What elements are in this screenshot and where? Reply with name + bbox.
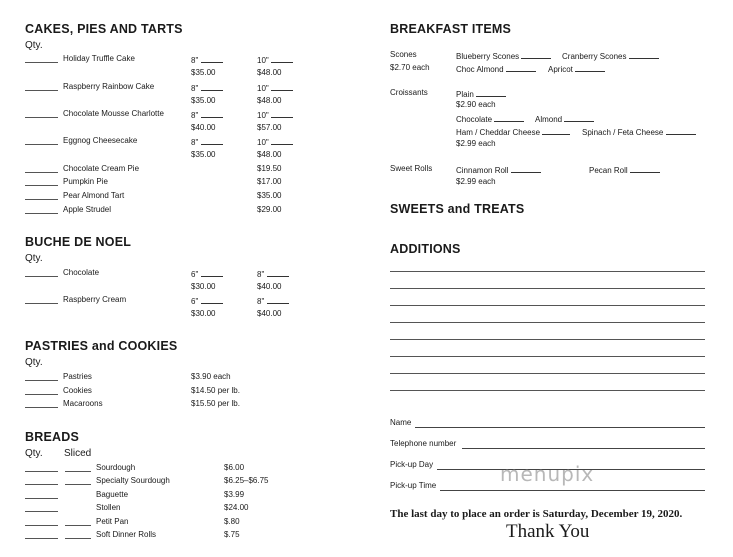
qty-blank[interactable] (201, 82, 223, 91)
qty-blank[interactable] (201, 295, 223, 304)
buche-name: Raspberry Cream (63, 295, 127, 304)
croissants-label: Croissants (390, 88, 428, 97)
size-large[interactable] (257, 109, 293, 120)
price-small: $35.00 (191, 68, 216, 77)
price-small: $30.00 (191, 309, 216, 318)
size-large[interactable] (257, 82, 293, 93)
pastries-qty-label: Qty. (25, 357, 43, 368)
size-label: 10" (257, 56, 269, 65)
pie-name: Pumpkin Pie (63, 177, 108, 186)
price-large: $48.00 (257, 150, 282, 159)
pickup-day-label: Pick-up Day (390, 460, 434, 469)
additions-line[interactable] (390, 356, 705, 357)
bread-price: $6.25–$6.75 (224, 476, 269, 485)
qty-blank[interactable] (201, 54, 223, 63)
qty-blank[interactable] (271, 109, 293, 118)
size-label: 10" (257, 111, 269, 120)
price-small: $35.00 (191, 150, 216, 159)
scone-name: Apricot (548, 65, 573, 74)
phone-field[interactable] (462, 448, 705, 449)
additions-line[interactable] (390, 322, 705, 323)
size-large[interactable] (257, 54, 293, 65)
roll-option[interactable] (589, 164, 660, 175)
breads-qty-label: Qty. (25, 448, 43, 459)
qty-blank[interactable] (25, 117, 58, 118)
pie-name: Apple Strudel (63, 205, 112, 214)
watermark: menupix (500, 462, 595, 486)
size-label: 8" (191, 84, 199, 93)
pie-price: $17.00 (257, 177, 282, 186)
breakfast-heading: BREAKFAST ITEMS (390, 22, 512, 36)
scones-label: Scones (390, 50, 417, 59)
size-small[interactable] (191, 295, 223, 306)
qty-blank[interactable] (25, 380, 58, 381)
pie-price: $19.50 (257, 164, 282, 173)
bread-price: $6.00 (224, 463, 245, 472)
buche-name: Chocolate (63, 268, 100, 277)
sweet-rolls-label: Sweet Rolls (390, 164, 433, 173)
pastries-heading: PASTRIES and COOKIES (25, 339, 178, 353)
pie-price: $35.00 (257, 191, 282, 200)
croissant-option[interactable] (456, 88, 506, 99)
qty-blank[interactable] (521, 50, 551, 59)
price-large: $57.00 (257, 123, 282, 132)
qty-blank[interactable] (25, 498, 58, 499)
cake-name: Raspberry Rainbow Cake (63, 82, 155, 91)
pie-price: $29.00 (257, 205, 282, 214)
qty-blank[interactable] (25, 511, 58, 512)
qty-blank[interactable] (201, 136, 223, 145)
qty-blank[interactable] (65, 525, 91, 526)
bread-name: Sourdough (96, 463, 136, 472)
scone-name: Cranberry Scones (562, 52, 627, 61)
pastry-name: Pastries (63, 372, 92, 381)
size-small[interactable] (191, 268, 223, 279)
buche-heading: BUCHE DE NOEL (25, 235, 132, 249)
pastry-price: $3.90 each (191, 372, 231, 381)
buche-qty-label: Qty. (25, 253, 43, 264)
order-deadline: The last day to place an order is Saturday, December 19, 2020. (390, 508, 683, 520)
additions-line[interactable] (390, 390, 705, 391)
qty-blank[interactable] (25, 484, 58, 485)
croissant-name: Plain (456, 90, 474, 99)
size-label: 8" (257, 270, 265, 279)
cake-name: Chocolate Mousse Charlotte (63, 109, 164, 118)
qty-blank[interactable] (476, 88, 506, 97)
qty-blank[interactable] (271, 82, 293, 91)
roll-name: Cinnamon Roll (456, 166, 509, 175)
thank-you: Thank You (506, 521, 590, 542)
scones-price: $2.70 each (390, 63, 430, 72)
cakes-qty-label: Qty. (25, 40, 43, 51)
bread-price: $.75 (224, 530, 240, 539)
qty-blank[interactable] (25, 394, 58, 395)
croissant-name: Almond (535, 115, 563, 124)
qty-blank[interactable] (25, 199, 58, 200)
size-large[interactable] (257, 268, 289, 279)
qty-blank[interactable] (25, 538, 58, 539)
bread-name: Soft Dinner Rolls (96, 530, 157, 539)
size-small[interactable] (191, 82, 223, 93)
roll-option[interactable] (456, 164, 541, 175)
pastry-name: Macaroons (63, 399, 103, 408)
qty-blank[interactable] (271, 54, 293, 63)
croissant-option[interactable] (456, 126, 570, 137)
croissant-price-plain: $2.90 each (456, 100, 496, 109)
pickup-time-field[interactable] (440, 490, 705, 491)
pie-name: Chocolate Cream Pie (63, 164, 140, 173)
cake-name: Eggnog Cheesecake (63, 136, 138, 145)
pastry-price: $15.50 per lb. (191, 399, 240, 408)
name-field[interactable] (415, 427, 705, 428)
size-small[interactable] (191, 54, 223, 65)
size-large[interactable] (257, 136, 293, 147)
scone-name: Blueberry Scones (456, 52, 520, 61)
qty-blank[interactable] (542, 126, 570, 135)
qty-blank[interactable] (25, 90, 58, 91)
price-small: $30.00 (191, 282, 216, 291)
bread-price: $3.99 (224, 490, 245, 499)
scone-option[interactable] (456, 50, 551, 61)
qty-blank[interactable] (25, 213, 58, 214)
qty-blank[interactable] (65, 484, 91, 485)
qty-blank[interactable] (25, 62, 58, 63)
qty-blank[interactable] (25, 276, 58, 277)
bread-price: $24.00 (224, 503, 249, 512)
qty-blank[interactable] (25, 172, 58, 173)
size-large[interactable] (257, 295, 289, 306)
additions-line[interactable] (390, 339, 705, 340)
size-small[interactable] (191, 109, 223, 120)
additions-heading: ADDITIONS (390, 242, 461, 256)
bread-price: $.80 (224, 517, 240, 526)
name-label: Name (390, 418, 412, 427)
croissant-name: Ham / Cheddar Cheese (456, 128, 541, 137)
scone-option[interactable] (562, 50, 659, 61)
additions-line[interactable] (390, 271, 705, 272)
qty-blank[interactable] (25, 407, 58, 408)
qty-blank[interactable] (65, 538, 91, 539)
pickup-time-label: Pick-up Time (390, 481, 437, 490)
qty-blank[interactable] (494, 113, 524, 122)
bread-name: Baguette (96, 490, 129, 499)
bread-name: Specialty Sourdough (96, 476, 170, 485)
scone-option[interactable] (548, 63, 605, 74)
croissant-option[interactable] (535, 113, 594, 124)
qty-blank[interactable] (25, 144, 58, 145)
qty-blank[interactable] (666, 126, 696, 135)
scone-name: Choc Almond (456, 65, 504, 74)
price-small: $35.00 (191, 96, 216, 105)
price-large: $40.00 (257, 282, 282, 291)
qty-blank[interactable] (201, 268, 223, 277)
additions-line[interactable] (390, 288, 705, 289)
size-label: 8" (191, 111, 199, 120)
pastry-name: Cookies (63, 386, 92, 395)
bread-name: Stollen (96, 503, 121, 512)
cakes-heading: CAKES, PIES AND TARTS (25, 22, 183, 36)
croissant-option[interactable] (582, 126, 696, 137)
qty-blank[interactable] (564, 113, 594, 122)
phone-label: Telephone number (390, 439, 457, 448)
qty-blank[interactable] (25, 471, 58, 472)
size-label: 6" (191, 297, 199, 306)
qty-blank[interactable] (575, 63, 605, 72)
size-label: 6" (191, 270, 199, 279)
size-small[interactable] (191, 136, 223, 147)
croissant-name: Chocolate (456, 115, 493, 124)
additions-line[interactable] (390, 373, 705, 374)
price-large: $40.00 (257, 309, 282, 318)
qty-blank[interactable] (511, 164, 541, 173)
scone-option[interactable] (456, 63, 536, 74)
pie-name: Pear Almond Tart (63, 191, 125, 200)
qty-blank[interactable] (267, 268, 289, 277)
bread-name: Petit Pan (96, 517, 129, 526)
qty-blank[interactable] (201, 109, 223, 118)
qty-blank[interactable] (267, 295, 289, 304)
pastry-price: $14.50 per lb. (191, 386, 240, 395)
additions-line[interactable] (390, 305, 705, 306)
qty-blank[interactable] (25, 525, 58, 526)
qty-blank[interactable] (630, 164, 660, 173)
qty-blank[interactable] (25, 185, 58, 186)
qty-blank[interactable] (506, 63, 536, 72)
croissant-option[interactable] (456, 113, 524, 124)
roll-name: Pecan Roll (589, 166, 628, 175)
qty-blank[interactable] (629, 50, 659, 59)
size-label: 10" (257, 84, 269, 93)
croissant-name: Spinach / Feta Cheese (582, 128, 664, 137)
qty-blank[interactable] (25, 303, 58, 304)
sweet-rolls-price: $2.99 each (456, 177, 496, 186)
qty-blank[interactable] (271, 136, 293, 145)
size-label: 8" (191, 138, 199, 147)
size-label: 8" (191, 56, 199, 65)
sweets-heading: SWEETS and TREATS (390, 202, 525, 216)
price-small: $40.00 (191, 123, 216, 132)
qty-blank[interactable] (65, 471, 91, 472)
breads-sliced-label: Sliced (64, 448, 92, 459)
breads-heading: BREADS (25, 430, 79, 444)
price-large: $48.00 (257, 68, 282, 77)
size-label: 10" (257, 138, 269, 147)
price-large: $48.00 (257, 96, 282, 105)
cake-name: Holiday Truffle Cake (63, 54, 135, 63)
size-label: 8" (257, 297, 265, 306)
croissant-price-filled: $2.99 each (456, 139, 496, 148)
